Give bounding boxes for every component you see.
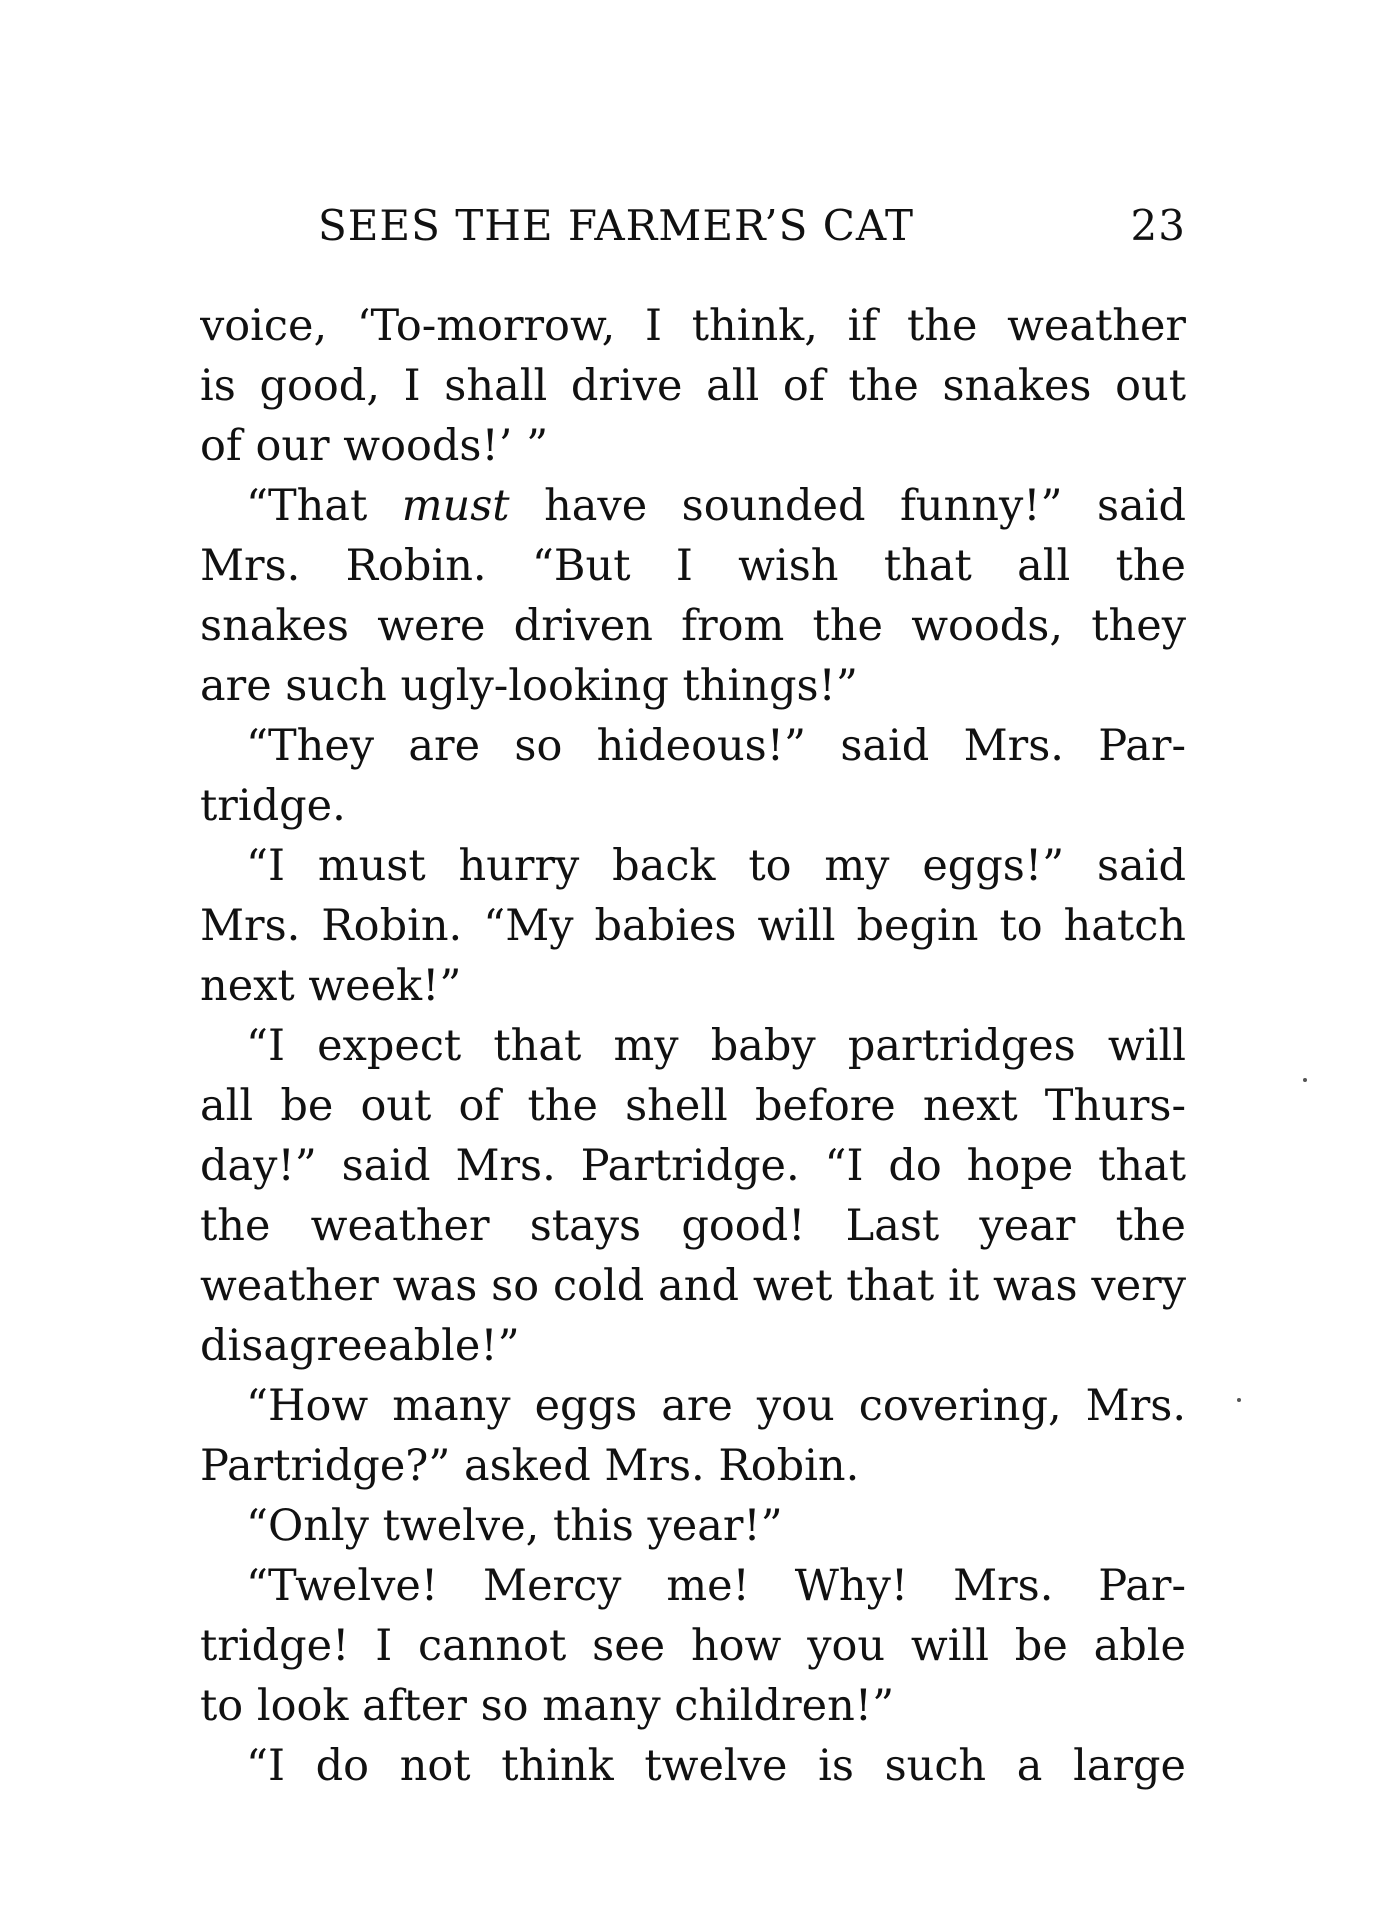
text-line: “Only twelve, this year!” (246, 1501, 783, 1551)
text-line: to look after so many children!” (200, 1681, 895, 1731)
running-head-title: SEES THE FARMER’S CAT (318, 201, 914, 250)
text-line: the weather stays good! Last year the (200, 1201, 1186, 1251)
emphasized-word: must (401, 481, 510, 531)
text-segment: have sounded funny!” said (509, 481, 1186, 531)
text-line: Mrs. Robin. “But I wish that all the (200, 541, 1186, 591)
text-line: “I must hurry back to my eggs!” said (246, 841, 1186, 891)
text-line: “How many eggs are you covering, Mrs. (246, 1381, 1186, 1431)
text-line: all be out of the shell before next Thurs- (200, 1081, 1186, 1131)
text-line: next week!” (200, 961, 462, 1011)
print-speck (1303, 1078, 1307, 1082)
page-body-text (200, 296, 1186, 1796)
text-line: day!” said Mrs. Partridge. “I do hope that (200, 1141, 1186, 1191)
text-line: are such ugly-looking things!” (200, 661, 858, 711)
text-line: “I expect that my baby partridges will (246, 1021, 1186, 1071)
print-speck (1237, 1398, 1241, 1402)
text-line: Mrs. Robin. “My babies will begin to hatch (200, 901, 1186, 951)
text-line: disagreeable!” (200, 1321, 520, 1371)
text-line: Partridge?” asked Mrs. Robin. (200, 1441, 860, 1491)
text-line (200, 476, 1186, 536)
text-line: “I do not think twelve is such a large (246, 1741, 1186, 1791)
text-line: is good, I shall drive all of the snakes out (200, 361, 1186, 411)
text-line: snakes were driven from the woods, they (200, 601, 1186, 651)
text-line: tridge. (200, 781, 346, 831)
text-line: “Twelve! Mercy me! Why! Mrs. Par- (246, 1561, 1186, 1611)
text-line: “They are so hideous!” said Mrs. Par- (246, 721, 1186, 771)
text-line: weather was so cold and wet that it was very (200, 1261, 1186, 1311)
text-line: tridge! I cannot see how you will be able (200, 1621, 1186, 1671)
text-segment: “That (246, 481, 402, 531)
text-line: of our woods!’ ” (200, 421, 549, 471)
running-header (318, 196, 1186, 256)
page-number: 23 (1130, 201, 1186, 250)
text-line: voice, ‘To-morrow, I think, if the weather (200, 301, 1186, 351)
